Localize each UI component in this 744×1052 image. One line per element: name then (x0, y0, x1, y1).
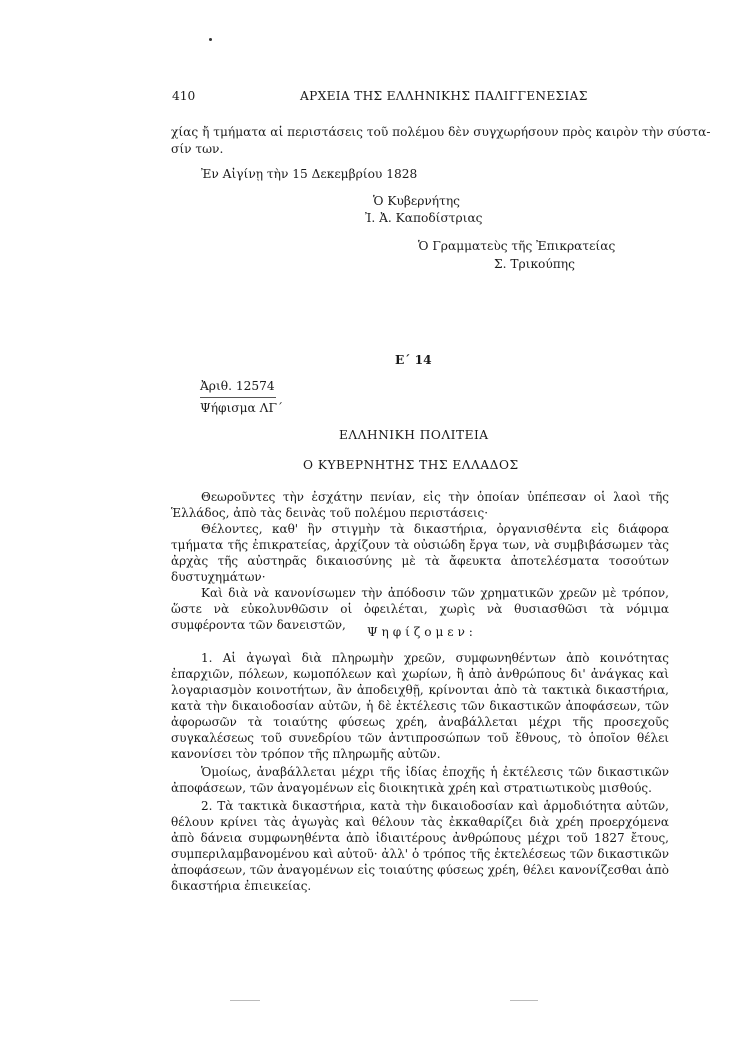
scan-mark (230, 1000, 260, 1001)
article-1-continuation: Ὁμοίως, ἀναβάλλεται μέχρι τῆς ἰδίας ἐποχῆς ἡ ἐκτέλεσις τῶν δικαστικῶν ἀποφάσεων, τῶν ἀναγομένων εἰς διοικητικὰ χρέη καὶ στρατιωτικοὺς μισθούς. (171, 765, 669, 795)
continuation-line-2: σίν των. (171, 142, 224, 156)
secretary-title: Ὁ Γραμματεὺς τῆς Ἐπικρατείας (418, 239, 616, 253)
state-heading: ΕΛΛΗΝΙΚΗ ΠΟΛΙΤΕΙΑ (339, 428, 489, 442)
continuation-line-1: χίας ἤ τμήματα αἱ περιστάσεις τοῦ πολέμου δὲν συγχωρήσουν πρὸς καιρὸν τὴν σύστα- (171, 125, 711, 139)
article-2: 2. Τὰ τακτικὰ δικαστήρια, κατὰ τὴν δικαιοδοσίαν καὶ ἁρμοδιότητα αὐτῶν, θέλουν κρίνει τὰς ἀγωγὰς καὶ θέλουν τὰς ἐκκαθαρίζει διὰ χρέη προερχόμενα ἀπὸ δάνεια συμφωνηθέντα ἀπὸ ἰδιαιτέρους ἀνθρώπους μέχρι τοῦ 1827 ἔτους, συμπεριλαμβανομένου καὶ αὐτοῦ· ἀλλ' ὁ τρόπος τῆς ἐκτελέσεως τῶν δικαστικῶν ἀποφάσεων, τῶν ἀναγομένων εἰς τοιαύτης φύσεως χρέη, θέλει κανονίζεσθαι ἀπὸ δικαστήρια ἐπιεικείας. (171, 799, 669, 893)
number-underline (200, 397, 276, 398)
article-1: 1. Αἱ ἀγωγαὶ διὰ πληρωμὴν χρεῶν, συμφωνηθέντων ἀπὸ κοινότητας ἐπαρχιῶν, πόλεων, κωμοπόλεων καὶ χωρίων, ἢ ἀπὸ ἀνθρώπους δι' ἀνάγκας καὶ λογαριασμὸν κοινοτήτων, ἂν ἀποδειχθῇ, κρίνονται ἀπὸ τὰ τακτικὰ δικαστήρια, κατὰ τὴν δικαιοδοσίαν αὐτῶν, ἡ δὲ ἐκτέλεσις τῶν δικαστικῶν ἀποφάσεων, τῶν ἀφορωσῶν τὰ τοιαύτης φύσεως χρέη, ἀναβάλλεται μέχρι τῆς προσεχοῦς συγκαλέσεως τοῦ συνεδρίου τῶν ἀντιπροσώπων τοῦ ἔθνους, τὸ ὁποῖον θέλει κανονίσει τὸν τρόπον τῆς πληρωμῆς αὐτῶν. (171, 651, 669, 761)
decree-label: Ψήφισμα ΛΓ΄ (200, 401, 283, 415)
signer-name: Ἰ. Ἀ. Καποδίστριας (365, 211, 483, 225)
secretary-name: Σ. Τρικούπης (494, 257, 575, 271)
preamble-paragraph-1: Θεωροῦντες τὴν ἐσχάτην πενίαν, εἰς τὴν ὁποίαν ὑπέπεσαν οἱ λαοὶ τῆς Ἑλλάδος, ἀπὸ τὰς δεινὰς τοῦ πολέμου περιστάσεις· (171, 490, 669, 520)
resolve-heading: Ψ η φ ί ζ ο μ ε ν : (367, 625, 473, 639)
preamble-paragraph-2: Θέλοντες, καθ' ἣν στιγμὴν τὰ δικαστήρια, ὀργανισθέντα εἰς διάφορα τμήματα τῆς ἐπικρατείας, ἀρχίζουν τὰ οὐσιώδη ἔργα των, νὰ συμβιβάσωμεν τὰς ἀρχὰς τῆς αὐστηρᾶς δικαιοσύνης μὲ τὰ ἄφευκτα ἀποτελέσματα τοσούτων δυστυχημάτων· (171, 522, 669, 584)
articles (171, 650, 669, 894)
governor-heading: Ο ΚΥΒΕΡΝΗΤΗΣ ΤΗΣ ΕΛΛΑΔΟΣ (303, 458, 519, 472)
signer-title: Ὁ Κυβερνήτης (373, 194, 460, 208)
date-line: Ἐν Αἰγίνῃ τὴν 15 Δεκεμβρίου 1828 (201, 167, 418, 181)
ink-speck (209, 38, 212, 41)
preamble-paragraph-3: Καὶ διὰ νὰ κανονίσωμεν τὴν ἀπόδοσιν τῶν χρηματικῶν χρεῶν μὲ τρόπον, ὥστε νὰ εὐκολυνθῶσιν οἱ ὀφειλέται, χωρὶς νὰ θυσιασθῶσι τὰ νόμιμα συμφέροντα τῶν δανειστῶν, (171, 586, 669, 632)
running-title: ΑΡΧΕΙΑ ΤΗΣ ΕΛΛΗΝΙΚΗΣ ΠΑΛΙΓΓΕΝΕΣΙΑΣ (300, 89, 588, 103)
scan-mark (510, 1000, 538, 1001)
page-number: 410 (172, 89, 196, 103)
preamble (171, 489, 669, 633)
document-heading: Ε΄ 14 (395, 353, 432, 367)
document-number: Ἀριθ. 12574 (200, 379, 275, 393)
